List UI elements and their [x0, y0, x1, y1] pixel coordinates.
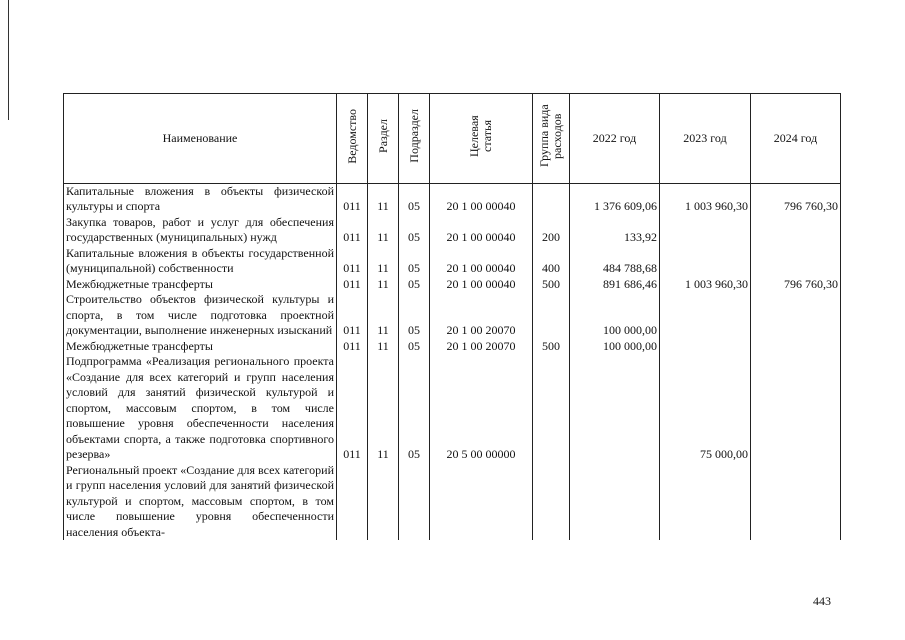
row-group: 500 — [533, 339, 570, 355]
row-razdel: 11 — [368, 354, 399, 463]
row-group — [533, 183, 570, 215]
row-ved — [337, 463, 368, 541]
row-2022: 484 788,68 — [570, 246, 660, 277]
row-podrazdel: 05 — [399, 354, 430, 463]
table-row — [64, 183, 841, 215]
row-razdel: 11 — [368, 215, 399, 246]
row-2024 — [751, 339, 841, 355]
row-name: Региональный проект «Создание для всех категорий и групп населения условий для занятий физической культурой и спортом, массовым спортом, в том числе повышение уровня обеспеченности населения объекта- — [64, 463, 337, 541]
row-group: 400 — [533, 246, 570, 277]
row-2022: 100 000,00 — [570, 292, 660, 339]
row-target: 20 5 00 00000 — [430, 354, 533, 463]
row-ved: 011 — [337, 183, 368, 215]
row-name: Капитальные вложения в объекты государственной (муниципальной) собственности — [64, 246, 337, 277]
budget-table — [63, 93, 841, 540]
row-name: Капитальные вложения в объекты физической культуры и спорта — [64, 183, 337, 215]
row-group — [533, 292, 570, 339]
header-podrazdel: Подраздел — [399, 94, 430, 184]
row-name: Межбюджетные трансферты — [64, 339, 337, 355]
row-target: 20 1 00 00040 — [430, 215, 533, 246]
row-target: 20 1 00 00040 — [430, 183, 533, 215]
row-2022 — [570, 354, 660, 463]
row-razdel: 11 — [368, 246, 399, 277]
row-target — [430, 463, 533, 541]
row-target: 20 1 00 20070 — [430, 292, 533, 339]
row-2023 — [660, 463, 751, 541]
row-group — [533, 354, 570, 463]
row-razdel: 11 — [368, 183, 399, 215]
row-2024 — [751, 246, 841, 277]
row-2023 — [660, 292, 751, 339]
header-2024: 2024 год — [751, 94, 841, 184]
row-2022: 1 376 609,06 — [570, 183, 660, 215]
header-target: Целевая статья — [430, 94, 533, 184]
row-podrazdel — [399, 463, 430, 541]
table-row — [64, 215, 841, 246]
row-2023 — [660, 215, 751, 246]
table-row — [64, 277, 841, 293]
header-ved: Ведомство — [337, 94, 368, 184]
table-row — [64, 339, 841, 355]
row-2022: 891 686,46 — [570, 277, 660, 293]
row-name: Межбюджетные трансферты — [64, 277, 337, 293]
row-name: Закупка товаров, работ и услуг для обеспечения государственных (муниципальных) нужд — [64, 215, 337, 246]
header-group: Группа вида расходов — [533, 94, 570, 184]
row-2024 — [751, 292, 841, 339]
row-name: Подпрограмма «Реализация регионального проекта «Создание для всех категорий и групп населения условий для занятий физической культурой и спортом, массовым спортом, в том числе повышение уровня обеспеченности населения объектами спорта, а также подготовка спортивного резерва» — [64, 354, 337, 463]
row-ved: 011 — [337, 292, 368, 339]
row-podrazdel: 05 — [399, 246, 430, 277]
page-number: 443 — [813, 594, 831, 608]
row-2022: 100 000,00 — [570, 339, 660, 355]
row-razdel: 11 — [368, 339, 399, 355]
table-row — [64, 246, 841, 277]
row-2024 — [751, 354, 841, 463]
row-ved: 011 — [337, 215, 368, 246]
row-target: 20 1 00 20070 — [430, 339, 533, 355]
row-podrazdel: 05 — [399, 183, 430, 215]
row-podrazdel: 05 — [399, 277, 430, 293]
row-2023: 1 003 960,30 — [660, 277, 751, 293]
row-2022: 133,92 — [570, 215, 660, 246]
row-2024 — [751, 463, 841, 541]
row-2024: 796 760,30 — [751, 277, 841, 293]
table-row — [64, 292, 841, 339]
table-row — [64, 354, 841, 463]
row-group — [533, 463, 570, 541]
row-razdel: 11 — [368, 277, 399, 293]
table-header-row — [64, 94, 841, 184]
row-group: 500 — [533, 277, 570, 293]
table-row — [64, 463, 841, 541]
row-2023 — [660, 246, 751, 277]
row-target: 20 1 00 00040 — [430, 246, 533, 277]
row-name: Строительство объектов физической культуры и спорта, в том числе подготовка проектной документации, выполнение инженерных изысканий — [64, 292, 337, 339]
row-ved: 011 — [337, 339, 368, 355]
row-2022 — [570, 463, 660, 541]
header-2022: 2022 год — [570, 94, 660, 184]
row-2023 — [660, 339, 751, 355]
header-name: Наименование — [64, 94, 337, 184]
header-2023: 2023 год — [660, 94, 751, 184]
scan-edge-line — [8, 0, 9, 120]
row-podrazdel: 05 — [399, 292, 430, 339]
row-ved: 011 — [337, 354, 368, 463]
row-target: 20 1 00 00040 — [430, 277, 533, 293]
header-razdel: Раздел — [368, 94, 399, 184]
row-razdel — [368, 463, 399, 541]
row-2024: 796 760,30 — [751, 183, 841, 215]
row-group: 200 — [533, 215, 570, 246]
row-ved: 011 — [337, 277, 368, 293]
row-razdel: 11 — [368, 292, 399, 339]
row-ved: 011 — [337, 246, 368, 277]
row-2024 — [751, 215, 841, 246]
row-2023: 75 000,00 — [660, 354, 751, 463]
row-2023: 1 003 960,30 — [660, 183, 751, 215]
row-podrazdel: 05 — [399, 339, 430, 355]
row-podrazdel: 05 — [399, 215, 430, 246]
